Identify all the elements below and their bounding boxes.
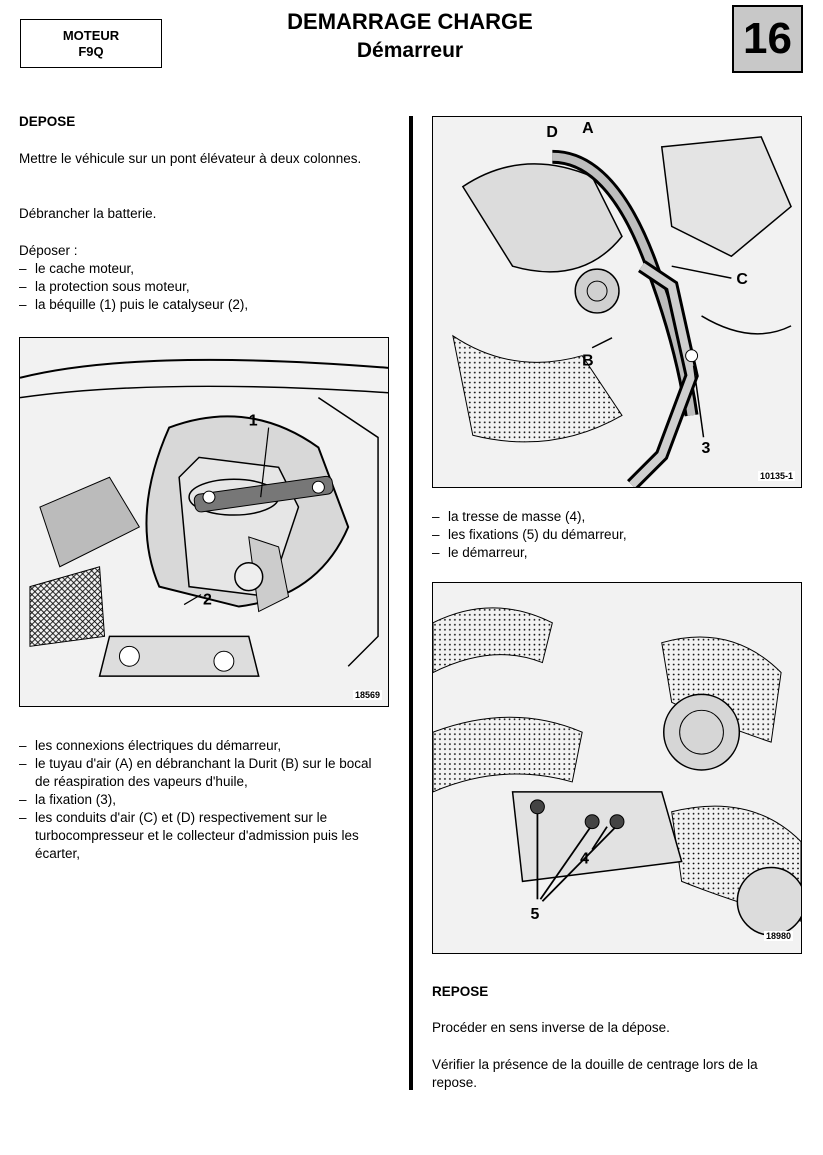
engine-box <box>20 19 162 68</box>
depose-list-1 <box>19 260 389 314</box>
repose-para-1: Procéder en sens inverse de la dépose. <box>432 1020 670 1035</box>
depose-list-3 <box>432 508 802 562</box>
callout-b: B <box>582 352 594 370</box>
list-item: – la protection sous moteur, <box>19 278 389 296</box>
callout-1: 1 <box>248 412 258 430</box>
column-divider <box>409 116 413 1090</box>
list-item: – les connexions électriques du démarreur, <box>19 737 389 755</box>
callout-4: 4 <box>580 850 590 868</box>
figure-starter-fixings <box>432 582 802 954</box>
page-subtitle: Démarreur <box>356 39 464 62</box>
depose-para-1: Mettre le véhicule sur un pont élévateur à deux colonnes. <box>19 151 362 166</box>
figure-catalyst <box>19 337 389 707</box>
repose-para-2: Vérifier la présence de la douille de centrage lors de la repose. <box>432 1057 758 1090</box>
list-item: – la fixation (3), <box>19 791 389 809</box>
callout-3: 3 <box>701 440 711 458</box>
figure-air-ducts <box>432 116 802 488</box>
depose-para-2: Débrancher la batterie. <box>19 206 157 221</box>
section-number: 16 <box>732 5 803 73</box>
figure-reference: 18569 <box>354 690 380 700</box>
repose-heading: REPOSE <box>432 984 489 999</box>
list-item: – le démarreur, <box>432 544 802 562</box>
engine-label: MOTEUR <box>62 27 120 43</box>
page-title-block <box>250 8 570 66</box>
depose-para-3: Déposer : <box>19 243 78 258</box>
callout-a: A <box>582 119 594 137</box>
list-item: – le tuyau d'air (A) en débranchant la Durit (B) sur le bocal de réaspiration des vapeurs d'huile, <box>19 755 389 791</box>
list-item: – les conduits d'air (C) et (D) respectivement sur le turbocompresseur et le collecteur d'admission puis les écarter, <box>19 809 389 863</box>
callout-2: 2 <box>203 591 212 609</box>
figure-reference: 18980 <box>765 931 791 941</box>
list-item: – les fixations (5) du démarreur, <box>432 526 802 544</box>
starter-fixings-illustration <box>433 583 801 953</box>
callout-d: D <box>546 123 558 141</box>
page-title: DEMARRAGE CHARGE <box>287 9 533 34</box>
figure-reference: 10135-1 <box>759 471 793 481</box>
depose-list-2 <box>19 737 389 863</box>
list-item: – le cache moteur, <box>19 260 389 278</box>
callout-c: C <box>736 271 748 289</box>
callout-5: 5 <box>530 906 540 924</box>
catalyst-illustration <box>20 338 388 706</box>
air-ducts-illustration <box>433 117 801 487</box>
engine-code: F9Q <box>78 43 104 59</box>
list-item: – la béquille (1) puis le catalyseur (2), <box>19 296 389 314</box>
list-item: – la tresse de masse (4), <box>432 508 802 526</box>
depose-heading: DEPOSE <box>19 114 76 129</box>
